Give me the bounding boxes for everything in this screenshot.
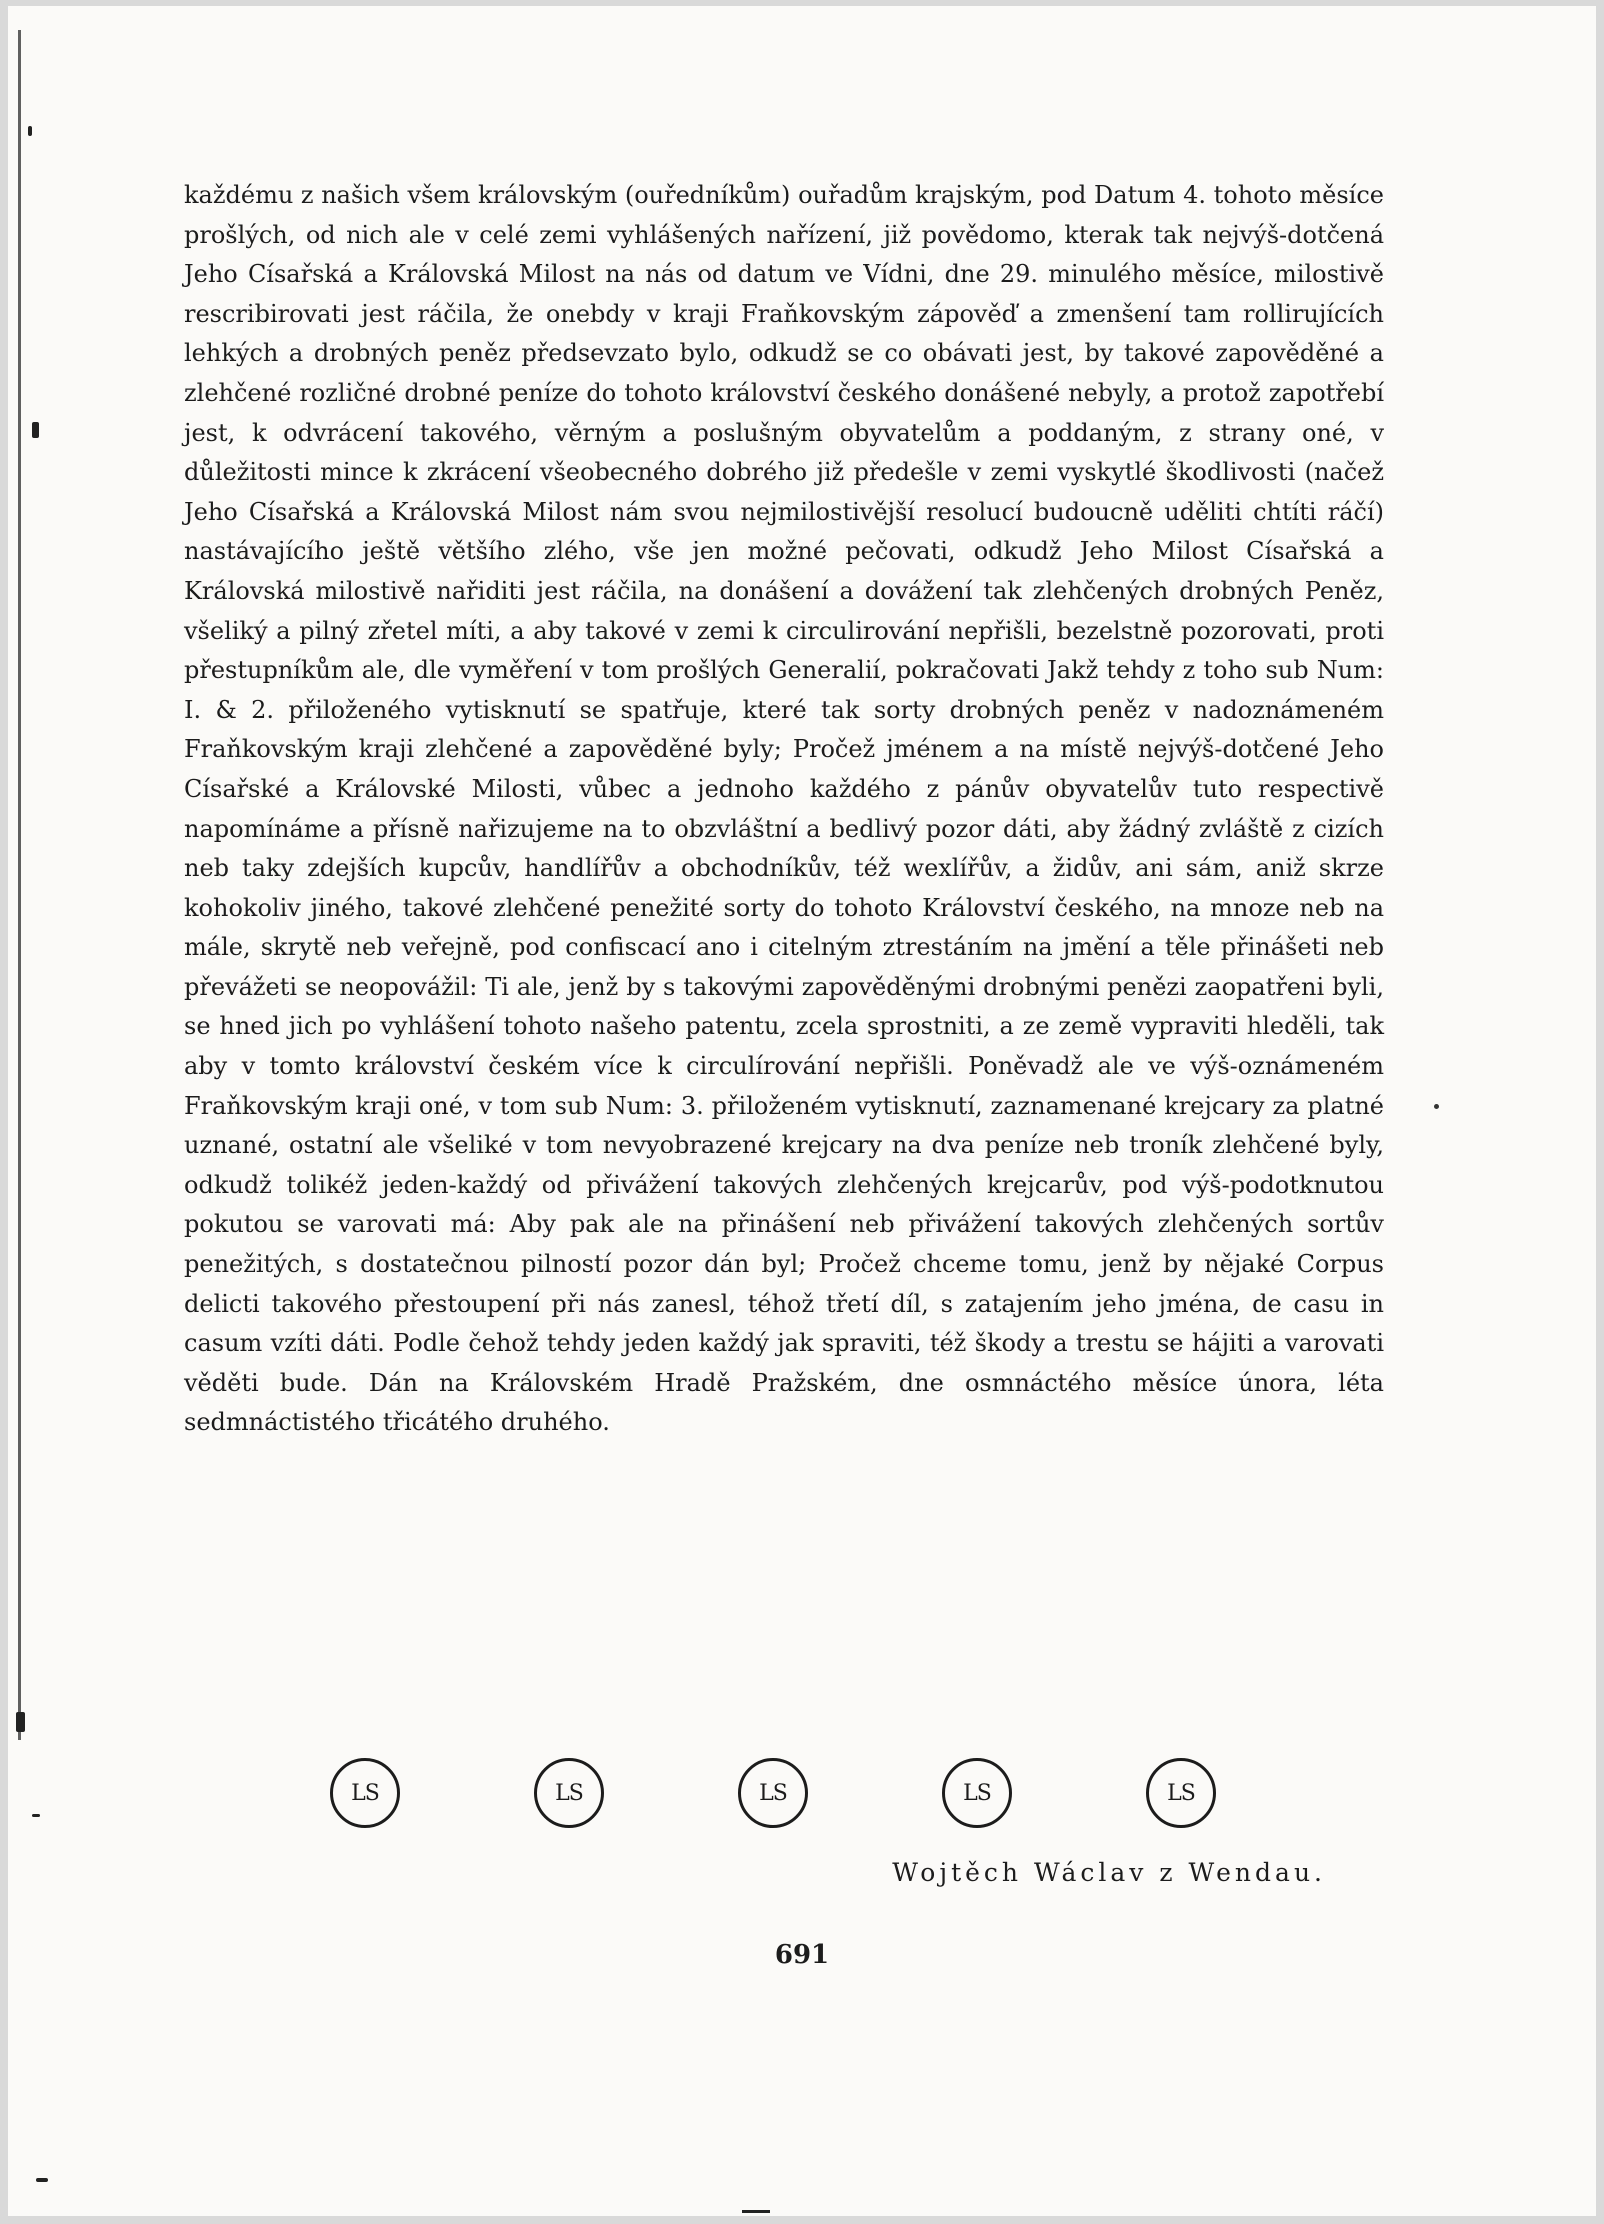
scan-edge-mark xyxy=(16,1712,25,1732)
scan-edge-line xyxy=(18,30,21,1740)
document-page xyxy=(8,6,1596,2216)
seal: LS xyxy=(738,1758,808,1828)
seals-row xyxy=(330,1758,1270,1838)
scan-speck xyxy=(1434,1104,1439,1109)
scan-edge-mark xyxy=(32,422,39,438)
scan-bottom-dash xyxy=(742,2210,770,2213)
scan-edge-mark xyxy=(32,1814,40,1817)
page-number: 691 xyxy=(774,1940,830,1970)
body-text: každému z našich všem královským (ouředníkům) ouřadům krajským, pod Datum 4. tohoto měsíce prošlých, od nich ale v celé zemi vyhlášených nařízení, již povědomo, kterak tak nejvýš-dotčená Jeho Císařská a Královská Milost na nás od datum ve Vídni, dne 29. minulého měsíce, milostivě rescribirovati jest ráčila, že onebdy v kraji Fraňkovským zápověď a zmenšení tam rollirujících lehkých a drobných peněz předsevzato bylo, odkudž se co obávati jest, by takové zapověděné a zlehčené rozličné drobné peníze do tohoto království českého donášené nebyly, a protož zapotřebí jest, k odvrácení takového, věrným a poslušným obyvatelům a poddaným, z strany oné, v důležitosti mince k zkrácení všeobecného dobrého již předešle v zemi vyskytlé škodlivosti (načež Jeho Císařská a Královská Milost nám svou nejmilostivější resolucí budoucně uděliti chtíti ráčí) nastávajícího ještě většího zlého, vše jen možné pečovati, odkudž Jeho Milost Císařská a Královská milostivě nařiditi jest ráčila, na donášení a dovážení tak zlehčených drobných Peněz, všeliký a pilný zřetel míti, a aby takové v zemi k circulirování nepřišli, bezelstně pozorovati, proti přestupníkům ale, dle vyměření v tom prošlých Generalií, pokračovati Jakž tehdy z toho sub Num: I. & 2. přiloženého vytisknutí se spatřuje, které tak sorty drobných peněz v nadoznámeném Fraňkovským kraji zlehčené a zapověděné byly; Pročež jménem a na místě nejvýš-dotčené Jeho Císařské a Královské Milosti, vůbec a jednoho každého z pánův obyvatelův tuto respectivě napomínáme a přísně nařizujeme na to obzvláštní a bedlivý pozor dáti, aby žádný zvláště z cizích neb taky zdejších kupcův, handlířův a obchodníkův, též wexlířův, a židův, ani sám, aniž skrze kohokoliv jiného, takové zlehčené penežité sorty do tohoto Království českého, na mnoze neb na mále, skrytě neb veřejně, pod confiscací ano i citelným ztrestáním na jmění a těle přinášeti neb převážeti se neopovážil: Ti ale, jenž by s takovými zapověděnými drobnými penězi zaopatřeni byli, se hned jich po vyhlášení tohoto našeho patentu, zcela sprostniti, a ze země vypraviti hleděli, tak aby v tomto království českém více k circulírování nepřišli. Poněvadž ale ve výš-oznámeném Fraňkovským kraji oné, v tom sub Num: 3. přiloženém vytisknutí, zaznamenané krejcary za platné uznané, ostatní ale všeliké v tom nevyobrazené krejcary na dva peníze neb troník zlehčené byly, odkudž tolikéž jeden-každý od přivážení takových zlehčených krejcarův, pod výš-podotknutou pokutou se varovati má: Aby pak ale na přinášení neb přivážení takových zlehčených sortův penežitých, s dostatečnou pilností pozor dán byl; Pročež chceme tomu, jenž by nějaké Corpus delicti takového přestoupení při nás zanesl, téhož třetí díl, s zatajením jeho jména, de casu in casum vzíti dáti. Podle čehož tehdy jeden každý jak spraviti, též škody a trestu se hájiti a varovati věděti bude. Dán na Královském Hradě Pražském, dne osmnáctého měsíce února, léta sedmnáctistého třicátého druhého. xyxy=(184,181,1384,1437)
scan-edge-mark xyxy=(36,2178,48,2182)
scan-edge-mark xyxy=(28,126,32,136)
signature: Wojtěch Wáclav z Wendau. xyxy=(892,1858,1326,1887)
seal: LS xyxy=(942,1758,1012,1828)
seal: LS xyxy=(534,1758,604,1828)
seal: LS xyxy=(330,1758,400,1828)
seal: LS xyxy=(1146,1758,1216,1828)
